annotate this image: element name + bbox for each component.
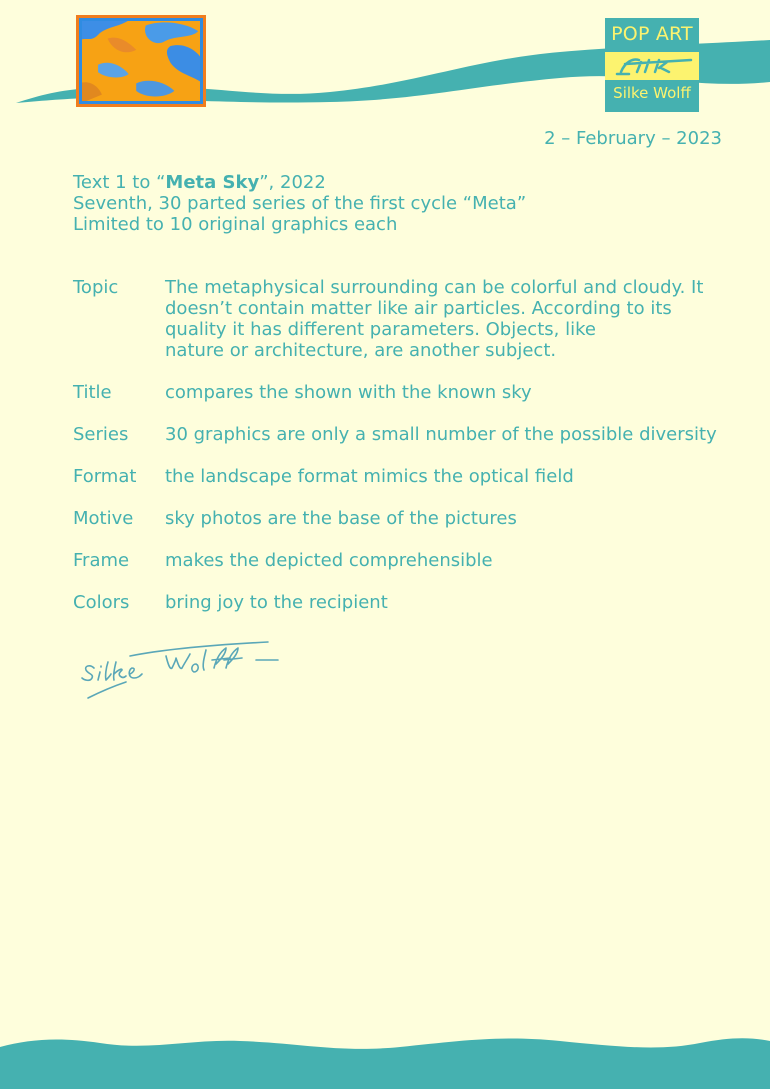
intro-suffix: ”, 2022 — [259, 172, 326, 193]
silk-signature-icon — [611, 54, 693, 78]
logo-silk-band — [605, 52, 699, 80]
row-label: Topic — [73, 277, 119, 298]
work-title: Meta Sky — [165, 172, 260, 193]
row-label: Title — [73, 382, 112, 403]
row-motive — [73, 508, 733, 529]
intro-line-3: Limited to 10 original graphics each — [73, 214, 398, 235]
row-label: Motive — [73, 508, 134, 529]
row-text-line: The metaphysical surrounding can be colorful and cloudy. It — [165, 277, 704, 298]
row-text: makes the depicted comprehensible — [165, 550, 493, 571]
footer-wave — [0, 1029, 770, 1089]
intro-block — [73, 172, 526, 235]
intro-line-1 — [73, 172, 526, 193]
row-title — [73, 382, 733, 403]
row-label: Frame — [73, 550, 130, 571]
row-frame — [73, 550, 733, 571]
row-text: 30 graphics are only a small number of the possible diversity — [165, 424, 717, 445]
handwritten-signature — [80, 638, 285, 704]
row-colors — [73, 592, 733, 613]
row-series — [73, 424, 733, 445]
row-label: Format — [73, 466, 137, 487]
row-label: Colors — [73, 592, 130, 613]
row-text-line: quality it has different parameters. Objects, like — [165, 319, 596, 340]
description-list — [73, 277, 733, 634]
logo-pop-art-text: POP ART — [611, 23, 693, 45]
artwork-thumbnail — [76, 15, 206, 107]
row-text-line: doesn’t contain matter like air particles. According to its — [165, 298, 672, 319]
row-text: the landscape format mimics the optical field — [165, 466, 574, 487]
pop-art-logo — [605, 18, 699, 112]
document-date: 2 – February – 2023 — [544, 128, 722, 149]
row-format — [73, 466, 733, 487]
row-text: sky photos are the base of the pictures — [165, 508, 517, 529]
intro-prefix: Text 1 to “ — [73, 172, 166, 193]
row-label: Series — [73, 424, 129, 445]
logo-artist-name: Silke Wolff — [613, 84, 691, 102]
row-text: bring joy to the recipient — [165, 592, 388, 613]
row-text-line: nature or architecture, are another subject. — [165, 340, 557, 361]
row-text — [165, 277, 733, 361]
intro-line-2: Seventh, 30 parted series of the first cycle “Meta” — [73, 193, 527, 214]
row-text: compares the shown with the known sky — [165, 382, 532, 403]
row-topic — [73, 277, 733, 361]
